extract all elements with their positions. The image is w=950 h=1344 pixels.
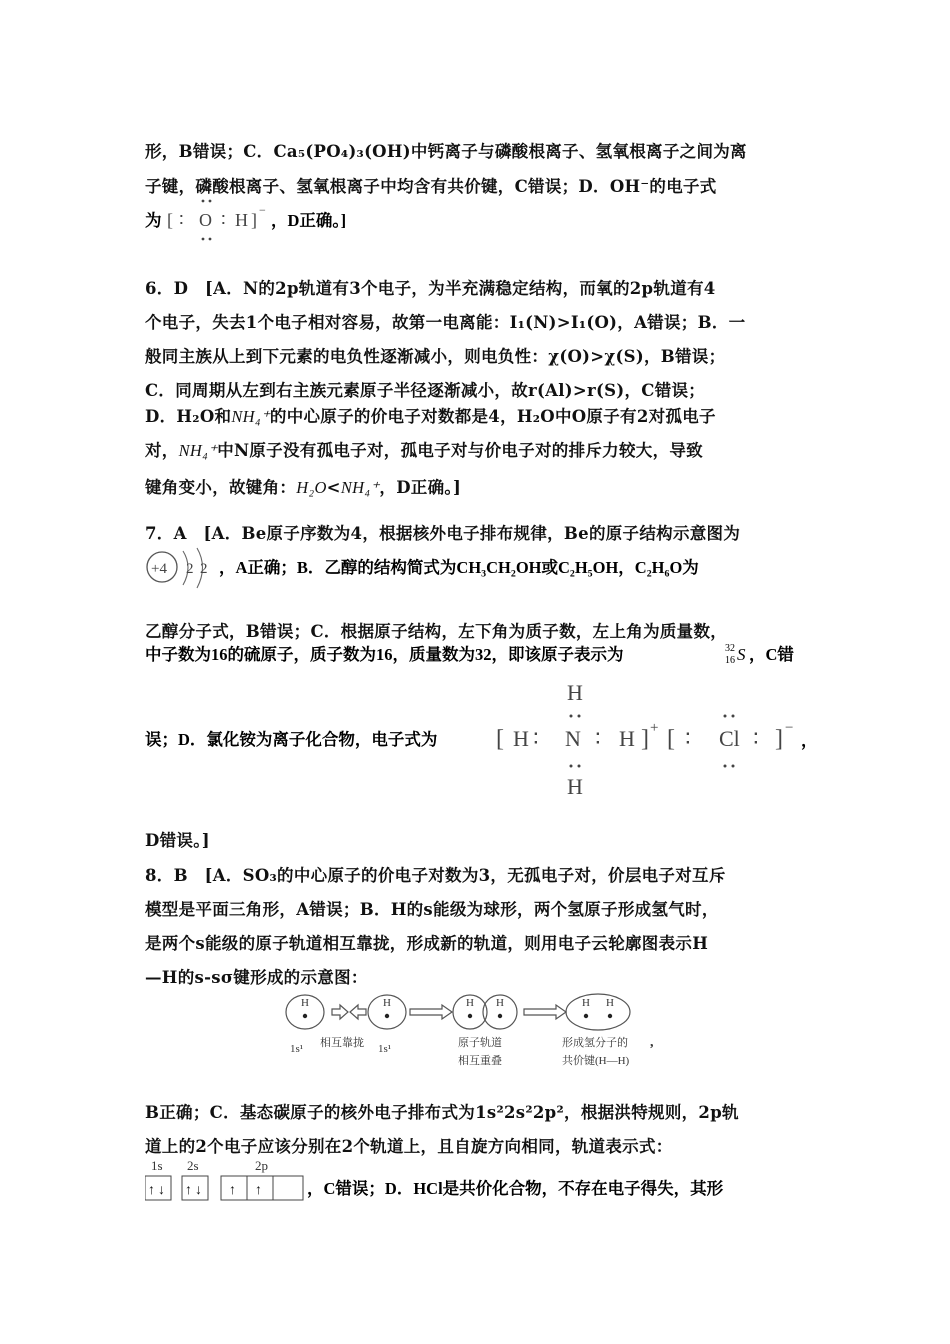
electron-dot: [570, 765, 573, 768]
arrow-right-icon: [410, 1005, 452, 1019]
electron-dot: [209, 238, 212, 241]
electron-dot: [202, 238, 205, 241]
label-overlap-1: 原子轨道: [458, 1037, 502, 1049]
bracket-right: ]: [775, 726, 783, 752]
text-line: D错误。]: [145, 831, 210, 850]
text-line: C．同周期从左到右主族元素原子半径逐渐减小，故r(Al)>r(S)，C错误；: [145, 381, 706, 400]
text-line: 6．D [A．N的2p轨道有3个电子，为半充满稳定结构，而氧的2p轨道有4: [145, 279, 716, 298]
angle-suffix: ，D正确。]: [379, 478, 462, 497]
proton-number: 16: [725, 655, 735, 666]
d-suffix: 的中心原子的价电子对数都是4，H₂O中O原子有2对孤电子: [269, 407, 716, 426]
label-2p: 2p: [255, 1158, 268, 1173]
sulfur-symbol: S: [737, 645, 746, 664]
isotope-line: [145, 640, 845, 672]
orbital-suffix: ，C错误；D．HCl是共价化合物，不存在电子得失，其形: [307, 1179, 724, 1198]
oh-suffix: ，D正确。]: [271, 211, 347, 230]
label-1s-right: 1s¹: [378, 1043, 392, 1055]
label-final-1: 形成氢分子的: [562, 1037, 628, 1049]
h-label: H: [606, 997, 614, 1009]
h-label: H: [496, 997, 504, 1009]
nh4-ion: NH₄⁺: [178, 441, 218, 460]
bracket-left: [: [167, 210, 173, 230]
arrow-right-icon: [524, 1005, 566, 1019]
orbital-box-2p: [273, 1176, 303, 1200]
hydrogen-left: H: [513, 726, 529, 751]
bracket-right: ]: [251, 210, 257, 230]
arrow-right-icon: [332, 1005, 348, 1019]
label-approach: 相互靠拢: [320, 1037, 364, 1049]
text-line: 子键，磷酸根离子、氢氧根离子中均含有共价键，C错误；D．OH⁻的电子式: [145, 177, 717, 196]
mass-number: 32: [725, 643, 735, 654]
angle-prefix: 键角变小，故键角：: [145, 478, 297, 497]
d-prefix: D．H₂O和: [145, 407, 232, 426]
h-label: H: [582, 997, 590, 1009]
text-line: 个电子，失去1个电子相对容易，故第一电离能：I₁(N)>I₁(O)，A错误；B．一: [145, 313, 746, 332]
nucleus-charge: +4: [151, 561, 167, 577]
s-prefix: 中子数为16的硫原子，质子数为16，质量数为32，即该原子表示为: [145, 645, 624, 664]
nh4-ion: NH₄⁺: [340, 478, 380, 497]
electron-pair: ∶: [685, 726, 691, 751]
h2-molecule-orbital: [566, 994, 630, 1030]
electron-dot: [724, 765, 727, 768]
charge-positive: +: [650, 720, 659, 736]
text-line: 般同主族从上到下元素的电负性逐渐减小，则电负性：χ(O)>χ(S)，B错误；: [145, 347, 726, 366]
hydrogen-symbol: H: [235, 210, 248, 230]
text-line-d: [145, 403, 716, 427]
bracket-left: [: [667, 726, 675, 752]
h-label: H: [301, 997, 309, 1009]
electron-dot: [578, 715, 581, 718]
hydrogen-bottom: H: [567, 774, 583, 799]
text-line: 模型是平面三角形，A错误；B．H的s能级为球形，两个氢原子形成氢气时，: [145, 900, 719, 919]
arrow-left-icon: [350, 1005, 366, 1019]
text-line: 乙醇分子式，B错误；C．根据原子结构，左下角为质子数，左上角为质量数，: [145, 622, 728, 641]
spin-up-arrow-icon: ↑: [229, 1183, 236, 1198]
electron-pair: ∶: [595, 726, 601, 751]
oxygen-symbol: O: [199, 210, 212, 230]
spin-up-arrow-icon: ↑: [185, 1183, 192, 1198]
oh-electron-formula-line: [145, 192, 445, 248]
spin-down-arrow-icon: ↓: [158, 1183, 165, 1198]
hydrogen-right: H: [619, 726, 635, 751]
label-2s: 2s: [187, 1158, 199, 1173]
electron-dot: [209, 200, 212, 203]
orbital-diagram-line: [145, 1156, 825, 1210]
spin-up-arrow-icon: ↑: [255, 1183, 262, 1198]
nh4-ion: NH₄⁺: [231, 407, 270, 426]
text-line: 形，B错误；C．Ca₅(PO₄)₃(OH)中钙离子与磷酸根离子、氢氧根离子之间为离: [145, 142, 747, 161]
shell-1-electrons: 2: [186, 561, 194, 577]
label-overlap-2: 相互重叠: [458, 1055, 502, 1067]
electron-dot: [570, 715, 573, 718]
oh-prefix: 为: [145, 211, 162, 230]
h-label: H: [466, 997, 474, 1009]
pair-suffix: 中N原子没有孤电子对，孤电子对与价电子对的排斥力较大，导致: [217, 441, 703, 460]
text-line-pair: [145, 437, 703, 461]
label-1s-left: 1s¹: [290, 1043, 304, 1055]
electron-pair-left: ∶: [179, 210, 184, 230]
text-line: 是两个s能级的原子轨道相互靠拢，形成新的轨道，则用电子云轮廓图表示H: [145, 934, 709, 953]
nitrogen-symbol: N: [565, 726, 581, 751]
label-final-2: 共价键(H—H): [562, 1055, 630, 1067]
electron-dot: [732, 715, 735, 718]
charge-sign: −: [259, 203, 266, 217]
chlorine-symbol: Cl: [719, 726, 740, 751]
s-suffix: ，C错: [749, 645, 794, 664]
h-label: H: [383, 997, 391, 1009]
electron-dot: [724, 715, 727, 718]
electron-dot: [202, 200, 205, 203]
electron-pair-right: ∶: [221, 210, 226, 230]
less-than: <: [326, 478, 341, 497]
electron-pair: ∶: [753, 726, 759, 751]
text-line: 7．A [A．Be原子序数为4，根据核外电子排布规律，Be的原子结构示意图为: [145, 524, 741, 543]
electron-dot: [732, 765, 735, 768]
comma: ，: [801, 731, 818, 750]
electron-dot: [578, 765, 581, 768]
spin-down-arrow-icon: ↓: [195, 1183, 202, 1198]
charge-negative: −: [785, 720, 794, 736]
shell-2-electrons: 2: [200, 561, 208, 577]
text-line-angle: [145, 474, 461, 498]
svg-text:,: ,: [650, 1035, 654, 1050]
electron-pair: ∶: [533, 726, 539, 751]
spin-up-arrow-icon: ↑: [148, 1183, 155, 1198]
nh4cl-line: [145, 676, 825, 808]
nh4cl-prefix: 误；D．氯化铵为离子化合物，电子式为: [145, 730, 438, 749]
bracket-left: [: [496, 726, 504, 752]
be-structure-line: [145, 545, 845, 595]
text-line: 8．B [A．SO₃的中心原子的价电子对数为3，无孤电子对，价层电子对互斥: [145, 866, 726, 885]
label-1s: 1s: [151, 1158, 163, 1173]
water-formula: H₂O: [296, 478, 327, 497]
pair-prefix: 对，: [145, 441, 179, 460]
text-line: 道上的2个电子应该分别在2个轨道上，且自旋方向相同，轨道表示式：: [145, 1137, 673, 1156]
text-line: —H的s-sσ键形成的示意图：: [145, 968, 368, 987]
hydrogen-top: H: [567, 680, 583, 705]
sigma-bond-figure: [280, 988, 680, 1076]
bracket-right: ]: [641, 726, 649, 752]
be-suffix: ，A正确；B．乙醇的结构简式为CH₃CH₂OH或C₂H₅OH，C₂H₆O为: [219, 558, 699, 577]
text-line-c: B正确；C．基态碳原子的核外电子排布式为1s²2s²2p²，根据洪特规则，2p轨: [145, 1103, 739, 1122]
